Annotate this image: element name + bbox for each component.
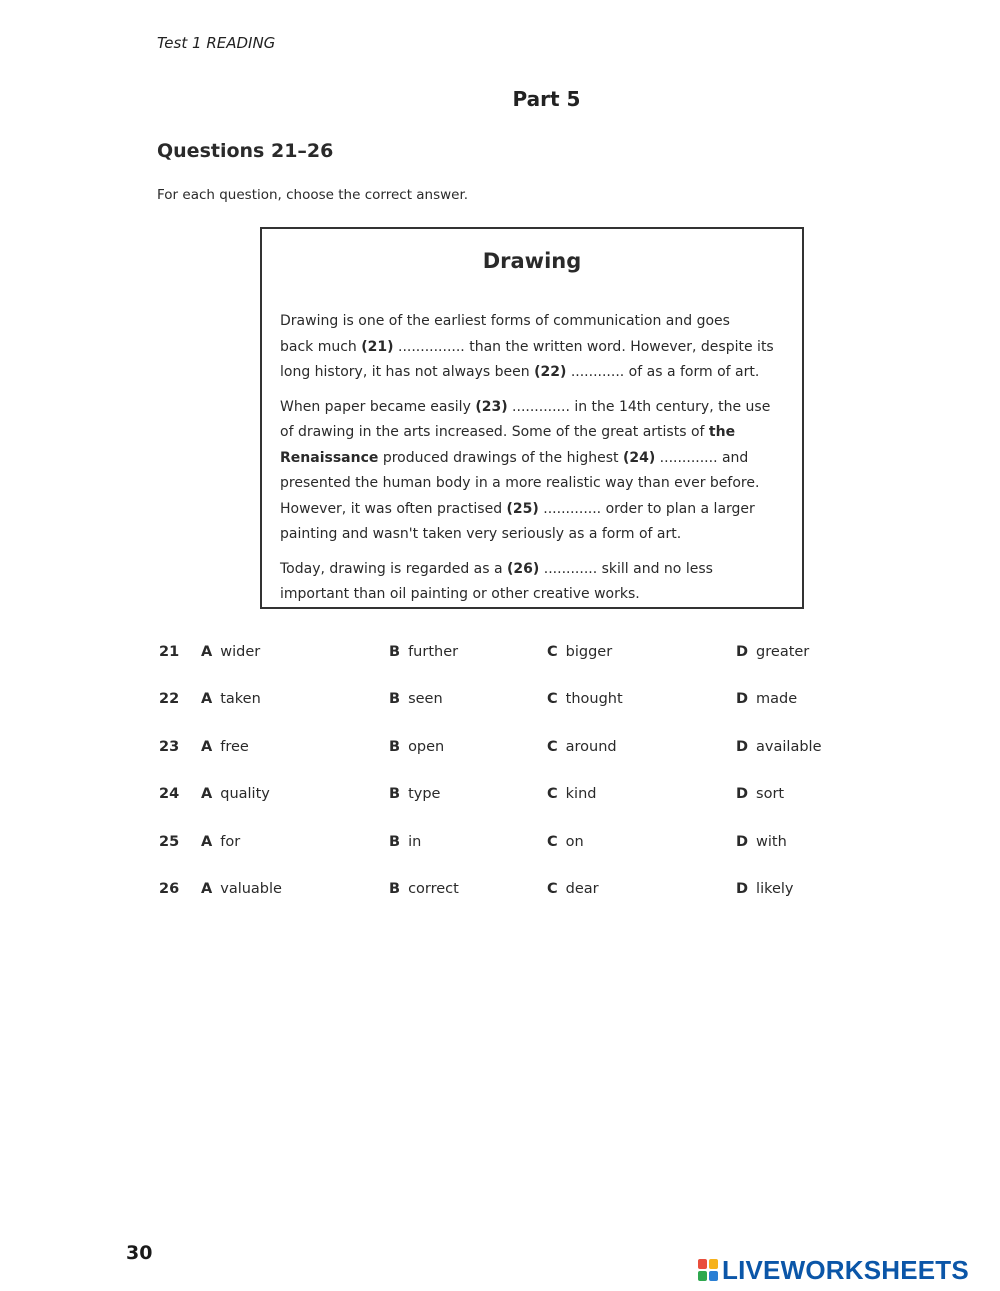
question-number: 22 <box>159 691 180 708</box>
gap-number-25: (25) <box>506 500 539 517</box>
passage-text: ............. and <box>655 449 749 466</box>
option-letter: A <box>201 786 213 803</box>
option-text: correct <box>408 880 459 897</box>
option-b[interactable] <box>389 786 440 802</box>
option-a[interactable] <box>201 834 240 850</box>
option-text: around <box>565 738 617 755</box>
passage-text: ............. order to plan a larger <box>538 500 755 517</box>
liveworksheets-logo <box>698 1255 969 1285</box>
option-text: further <box>408 644 459 660</box>
option-b[interactable] <box>389 881 459 897</box>
option-letter: C <box>547 833 558 850</box>
option-text: available <box>756 738 822 755</box>
option-d[interactable] <box>736 739 822 755</box>
option-c[interactable] <box>547 644 612 660</box>
passage-body <box>280 309 788 617</box>
question-row-21 <box>157 640 857 687</box>
option-b[interactable] <box>389 691 443 707</box>
option-letter: B <box>389 691 401 708</box>
passage-text: ............ of as a form of art. <box>566 364 760 380</box>
part-title: Part 5 <box>512 87 581 111</box>
question-row-22 <box>157 687 857 734</box>
gap-number-21: (21) <box>361 338 394 355</box>
option-text: valuable <box>220 880 282 897</box>
passage-title: Drawing <box>482 249 582 273</box>
passage-box <box>260 227 804 609</box>
logo-square <box>709 1259 718 1269</box>
option-a[interactable] <box>201 739 249 755</box>
logo-text: LIVEWORKSHEETS <box>722 1254 969 1285</box>
option-b[interactable] <box>389 739 444 755</box>
passage-text: Drawing is one of the earliest forms of communication and goes <box>280 313 730 329</box>
question-number: 24 <box>159 786 180 803</box>
option-c[interactable] <box>547 834 584 850</box>
option-a[interactable] <box>201 786 270 802</box>
passage-text: of drawing in the arts increased. Some of the great artists of <box>280 424 709 440</box>
option-letter: D <box>736 644 749 660</box>
option-d[interactable] <box>736 644 809 660</box>
option-letter: A <box>201 833 213 850</box>
passage-text: ............... than the written word. However, despite its <box>393 338 774 355</box>
passage-text: Today, drawing is regarded as a <box>280 560 508 577</box>
option-c[interactable] <box>547 691 623 707</box>
option-text: in <box>408 833 422 850</box>
instruction-text: For each question, choose the correct answer. <box>157 187 469 203</box>
option-letter: B <box>389 833 401 850</box>
option-d[interactable] <box>736 786 784 802</box>
option-d[interactable] <box>736 834 787 850</box>
question-row-24 <box>157 782 857 829</box>
passage-text: produced drawings of the highest <box>378 449 623 466</box>
option-text: seen <box>408 691 443 708</box>
gap-number-24: (24) <box>622 449 656 466</box>
option-text: greater <box>756 644 810 660</box>
option-text: likely <box>756 880 794 897</box>
question-number: 23 <box>159 738 180 755</box>
option-text: bigger <box>565 644 613 660</box>
option-text: open <box>408 738 445 755</box>
option-letter: D <box>736 880 749 897</box>
option-d[interactable] <box>736 691 797 707</box>
option-letter: D <box>736 786 749 803</box>
option-text: type <box>408 786 441 803</box>
option-letter: B <box>389 786 401 803</box>
logo-mark-icon <box>698 1259 718 1281</box>
page-number: 30 <box>126 1242 153 1264</box>
logo-square <box>709 1271 718 1281</box>
renaissance-term: the Renaissance <box>280 424 736 466</box>
option-text: with <box>756 833 787 850</box>
option-text: sort <box>756 786 785 803</box>
option-letter: A <box>201 880 213 897</box>
answer-options <box>157 640 857 924</box>
option-letter: C <box>547 738 558 755</box>
passage-text: However, it was often practised <box>280 500 507 517</box>
option-letter: C <box>547 880 558 897</box>
option-text: kind <box>565 786 597 803</box>
option-a[interactable] <box>201 881 282 897</box>
questions-title: Questions 21–26 <box>157 140 334 162</box>
question-row-25 <box>157 830 857 877</box>
passage-text: important than oil painting or other creative works. <box>280 586 640 602</box>
option-letter: A <box>201 691 213 708</box>
passage-text: back much <box>280 338 362 355</box>
option-letter: D <box>736 691 749 708</box>
option-letter: A <box>201 644 213 660</box>
option-c[interactable] <box>547 739 617 755</box>
option-letter: B <box>389 738 401 755</box>
option-text: taken <box>220 691 261 708</box>
option-letter: C <box>547 644 558 660</box>
option-text: for <box>220 833 241 850</box>
option-letter: D <box>736 738 749 755</box>
passage-text: long history, it has not always been <box>280 364 535 380</box>
option-b[interactable] <box>389 644 458 660</box>
question-row-23 <box>157 735 857 782</box>
question-number: 26 <box>159 880 180 897</box>
option-c[interactable] <box>547 786 596 802</box>
test-header: Test 1 READING <box>157 34 276 52</box>
gap-number-22: (22) <box>534 364 567 380</box>
option-text: made <box>756 691 798 708</box>
logo-square <box>698 1271 707 1281</box>
passage-paragraph-3 <box>280 557 788 608</box>
option-text: wider <box>220 644 261 660</box>
gap-number-26: (26) <box>507 560 540 577</box>
option-a[interactable] <box>201 691 261 707</box>
option-c[interactable] <box>547 881 599 897</box>
question-row-26 <box>157 877 857 924</box>
option-text: thought <box>565 691 623 708</box>
question-number: 25 <box>159 833 180 850</box>
passage-text: When paper became easily <box>280 398 476 415</box>
logo-square <box>698 1259 707 1269</box>
option-letter: B <box>389 644 401 660</box>
option-letter: C <box>547 786 558 803</box>
option-letter: D <box>736 833 749 850</box>
passage-paragraph-2 <box>280 395 788 548</box>
option-d[interactable] <box>736 881 794 897</box>
option-b[interactable] <box>389 834 421 850</box>
passage-text: painting and wasn't taken very seriously as a form of art. <box>280 526 682 542</box>
option-text: dear <box>565 880 599 897</box>
option-letter: A <box>201 738 213 755</box>
option-text: on <box>565 833 584 850</box>
gap-number-23: (23) <box>475 398 508 415</box>
passage-text: ............ skill and no less <box>539 560 713 577</box>
option-a[interactable] <box>201 644 260 660</box>
passage-text: ............. in the 14th century, the use <box>507 398 771 415</box>
question-number: 21 <box>159 644 180 660</box>
option-text: free <box>220 738 249 755</box>
option-letter: B <box>389 880 401 897</box>
option-text: quality <box>220 786 270 803</box>
passage-text: presented the human body in a more realistic way than ever before. <box>280 475 760 491</box>
option-letter: C <box>547 691 558 708</box>
passage-paragraph-1 <box>280 309 788 386</box>
